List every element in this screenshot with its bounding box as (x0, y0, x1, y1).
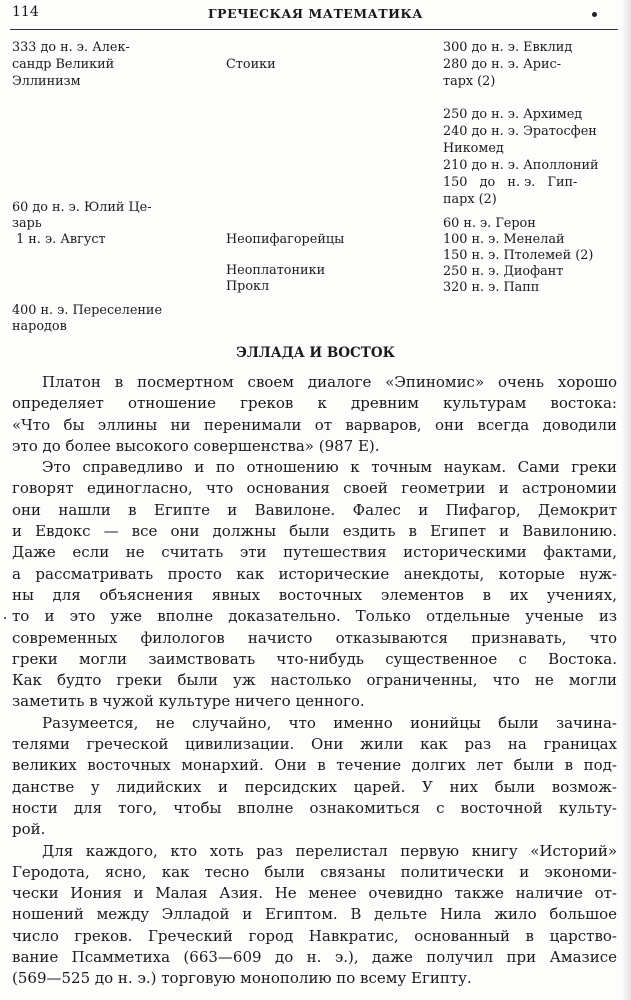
body-line: Для каждого, кто хоть раз перелистал первую книгу «Историй» (42, 841, 617, 860)
body-line: «Что бы эллины ни перенимали от варваров, они всегда доводили (12, 415, 617, 434)
body-line: они нашли в Египте и Вавилоне. Фалес и Пифагор, Демокрит (12, 500, 617, 519)
body-line: число греков. Греческий город Навкратис, основанный в царство- (12, 926, 617, 945)
body-line: заметить в чужой культуре ничего ценного. (12, 692, 365, 711)
timeline-mathematician: 300 до н. э. Евклид (443, 40, 573, 55)
body-line: Разумеется, не случайно, что именно ионийцы были зачина- (42, 713, 617, 732)
body-line: великих восточных монархий. Они в течение долгих лет были в под- (12, 756, 617, 775)
timeline-event: 333 до н. э. Алек- (12, 40, 130, 55)
header-dot-mark (592, 12, 597, 17)
timeline-event: народов (12, 319, 67, 334)
timeline-mathematician: 150 до н. э. Гип- (443, 175, 578, 190)
body-line: говорят единогласно, что основания своей геометрии и астрономии (12, 479, 617, 498)
timeline-school: Стоики (226, 57, 276, 72)
timeline-event: 60 до н. э. Юлий Це- (12, 200, 152, 215)
body-text (12, 372, 617, 990)
timeline-mathematician: 280 до н. э. Арис- (443, 57, 562, 72)
timeline-mathematician: 210 до н. э. Аполлоний (443, 158, 599, 173)
margin-speck (4, 617, 6, 619)
body-line: ны для объяснения явных восточных элементов в их учениях, (12, 585, 617, 604)
body-line: телями греческой цивилизации. Они жили как раз на границах (12, 735, 617, 754)
body-line: то и это уже вполне доказательно. Только отдельные ученые из (12, 607, 617, 626)
timeline-mathematician: Никомед (443, 141, 504, 156)
timeline-event: 400 н. э. Переселение (12, 303, 163, 318)
timeline-mathematician: 150 н. э. Птолемей (2) (443, 248, 594, 263)
timeline-mathematician: тарх (2) (443, 74, 496, 89)
body-line: греки могли заимствовать что-нибудь существенное с Востока. (12, 649, 617, 668)
body-line: Это справедливо и по отношению к точным наукам. Сами греки (42, 458, 617, 477)
body-line: Геродота, ясно, как тесно были связаны политически и экономи- (12, 862, 617, 881)
body-line: Как будто греки были уж настолько ограниченны, что не могли (12, 671, 617, 690)
body-line: современных филологов начисто отказываются признавать, что (12, 628, 617, 647)
body-line: Даже если не считать эти путешествия историческими фактами, (12, 543, 617, 562)
body-line: ности для того, чтобы вполне ознакомиться с восточной культу- (12, 798, 617, 817)
timeline-mathematician: 240 до н. э. Эратосфен (443, 124, 597, 139)
body-line: данстве у лидийских и персидских царей. У них были возмож- (12, 777, 617, 796)
body-line: вание Псамметиха (663—609 до н. э.), даже получил при Амазисе (12, 948, 617, 967)
timeline-mathematician: 250 н. э. Диофант (443, 264, 564, 279)
timeline-school: Неоплатоники (226, 263, 326, 278)
body-line: и Евдокс — все они должны были ездить в Египет и Вавилонию. (12, 522, 617, 541)
page-number: 114 (12, 4, 39, 20)
timeline-mathematician: 100 н. э. Менелай (443, 232, 565, 247)
timeline-mathematician: парх (2) (443, 192, 497, 207)
body-line: чески Иония и Малая Азия. Не менее очевидно также наличие от- (12, 884, 617, 903)
header-rule (10, 29, 618, 30)
timeline-mathematician: 250 до н. э. Архимед (443, 107, 583, 122)
timeline-event: сандр Великий (12, 57, 115, 72)
timeline-event: зарь (12, 216, 42, 231)
timeline-school: Неопифагорейцы (226, 232, 345, 247)
body-line: ношений между Элладой и Египтом. В дельте Нила жило большое (12, 905, 617, 924)
body-line: а рассматривать просто как исторические анекдоты, которые нуж- (12, 564, 617, 583)
body-line: рой. (12, 820, 46, 839)
timeline-mathematician: 60 н. э. Герон (443, 216, 536, 231)
body-line: Платон в посмертном своем диалоге «Эпиномис» очень хорошо (42, 373, 617, 391)
running-title: ГРЕЧЕСКАЯ МАТЕМАТИКА (208, 6, 423, 21)
timeline-event: Эллинизм (12, 74, 81, 89)
timeline-event: 1 н. э. Август (12, 232, 106, 247)
timeline-school: Прокл (226, 279, 270, 294)
body-line: это до более высокого совершенства» (987 Е). (12, 436, 380, 455)
section-heading: ЭЛЛАДА И ВОСТОК (236, 345, 395, 361)
body-line: (569—525 до н. э.) торговую монополию по всему Египту. (12, 969, 472, 988)
page-edge-shadow (621, 0, 631, 1000)
timeline-mathematician: 320 н. э. Папп (443, 280, 540, 295)
body-line: определяет отношение греков к древним культурам востока: (12, 394, 617, 413)
